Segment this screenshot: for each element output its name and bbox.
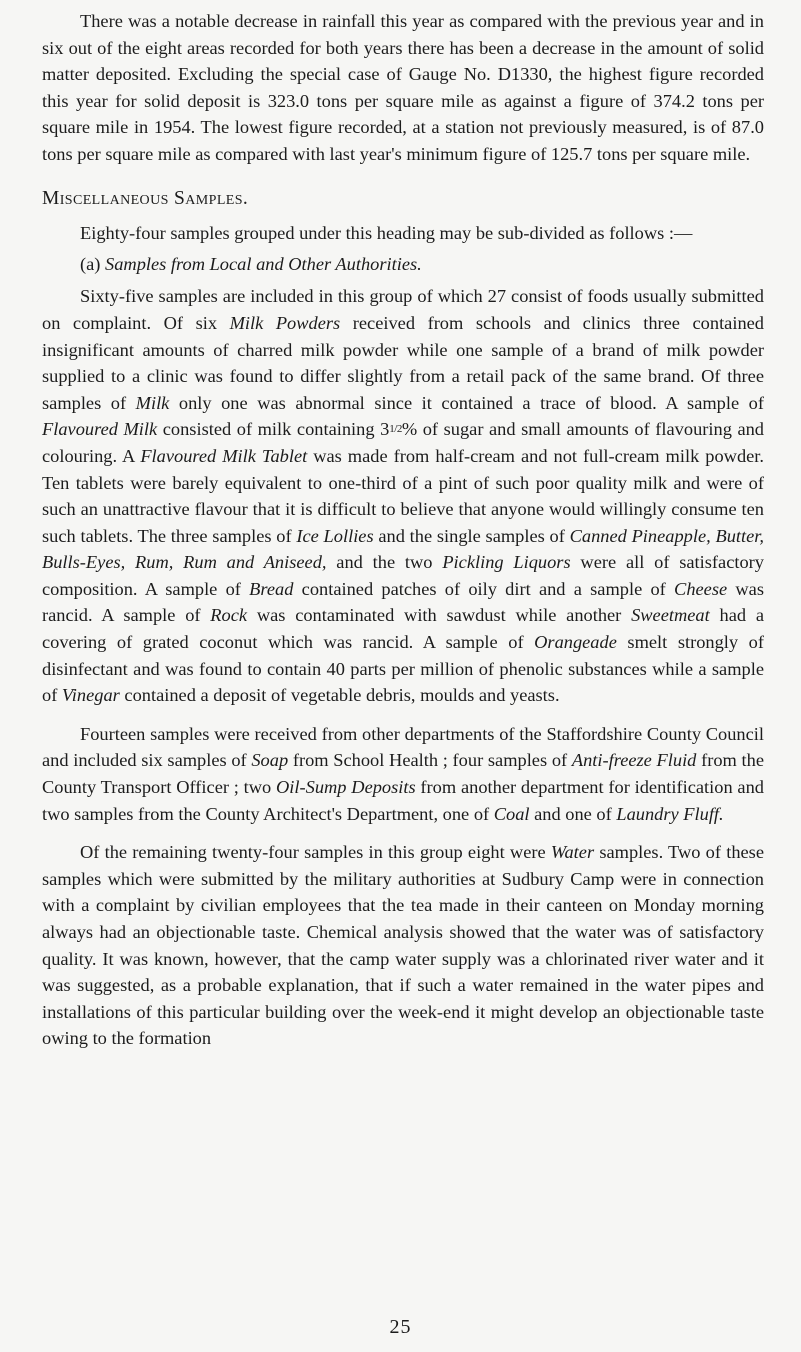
- italic-term: Sweetmeat: [631, 605, 710, 626]
- text-run: from another department for identification and two samples from the County Architect's Department, one of: [42, 777, 764, 824]
- subsection-heading: [42, 251, 764, 278]
- italic-term: Pickling Liquors: [442, 552, 571, 573]
- text-run: were all of satisfactory composition. A sample of: [42, 552, 765, 599]
- italic-term: Water: [550, 842, 595, 863]
- text-run: only one was abnormal since it contained a trace of blood. A sample of: [169, 392, 764, 413]
- text-run: % of sugar and small amounts of flavouring and colouring. A: [42, 419, 764, 466]
- text-run: was contaminated with sawdust while another: [247, 605, 632, 626]
- italic-term: Flavoured Milk Tablet: [140, 445, 308, 466]
- italic-term: Flavoured Milk: [42, 419, 158, 440]
- subsection-title: Samples from Local and Other Authorities.: [105, 253, 422, 274]
- page-number: 25: [389, 1316, 412, 1338]
- other-departments-paragraph: [42, 721, 764, 827]
- intro-paragraph: Eighty-four samples grouped under this heading may be sub-divided as follows :—: [80, 223, 693, 244]
- italic-term: Rock: [210, 605, 248, 626]
- text-run: from School Health ; four samples of: [288, 750, 572, 771]
- text-run: Sixty-five samples are included in this group of which 27 consist of foods usually submitted on complaint. Of six: [42, 286, 764, 333]
- section-heading: Miscellaneous Samples.: [42, 187, 249, 209]
- text-run: samples. Two of these samples which were submitted by the military authorities at Sudbury Camp were in connection with a complaint by civilian employees that the tea made in their canteen on Monday morning always had an objectionable taste. Chemical analysis showed that the water was of satisfactory quality. It was known, however, that the camp water supply was a chlorinated river water and it was suggested, as a probable explanation, that if such a water remained in the water pipes and installations of this particular building over the week-end it might develop an objectionable taste owing to the formation: [42, 842, 764, 1049]
- italic-term: Cheese: [674, 578, 728, 599]
- italic-term: Vinegar: [61, 685, 120, 706]
- text-run: and the two: [326, 552, 443, 573]
- italic-term: Orangeade: [534, 632, 617, 653]
- text-run: contained a deposit of vegetable debris, moulds and yeasts.: [119, 685, 560, 706]
- text-run: and the single samples of: [373, 525, 570, 546]
- italic-term: Ice Lollies: [296, 525, 374, 546]
- text-run: was made from half-cream and not full-cream milk powder. Ten tablets were barely equivalent to one-third of a pint of such poor quality milk and were of such an unattractive flavour that it is difficult to believe that anyone would willingly consume ten such tablets. The three samples of: [42, 445, 765, 546]
- subsection-marker: (a): [80, 253, 101, 274]
- document-page: [42, 8, 764, 1052]
- italic-term: Anti-freeze Fluid: [571, 750, 697, 771]
- italic-term: Soap: [251, 750, 289, 771]
- italic-term: Laundry Fluff.: [616, 803, 724, 824]
- text-run: Of the remaining twenty-four samples in this group eight were: [80, 842, 551, 863]
- text-run: consisted of milk containing 3: [157, 419, 390, 440]
- text-run: and one of: [529, 803, 617, 824]
- water-samples-paragraph: [42, 839, 764, 1052]
- text-run: was rancid. A sample of: [42, 578, 764, 626]
- text-run: received from schools and clinics three contained insignificant amounts of charred milk powder while one sample of a brand of milk powder supplied to a clinic was found to differ slightly from a retail pack of the same brand. Of three samples of: [42, 312, 765, 413]
- text-run: from the County Transport Officer ; two: [42, 750, 764, 798]
- fraction: 1/2: [389, 423, 402, 436]
- italic-term: Oil-Sump Deposits: [276, 777, 416, 798]
- local-authorities-paragraph: [42, 283, 764, 709]
- italic-term: Coal: [493, 803, 530, 824]
- italic-term: Milk: [135, 392, 170, 413]
- italic-term: Bread: [249, 578, 294, 599]
- text-run: smelt strongly of disinfectant and was found to contain 40 parts per million of phenolic substances while a sample of: [42, 632, 764, 706]
- text-run: had a covering of grated coconut which was rancid. A sample of: [42, 605, 764, 653]
- rainfall-paragraph: There was a notable decrease in rainfall this year as compared with the previous year and in six out of the eight areas recorded for both years there has been a decrease in the amount of solid matter deposited. Excluding the special case of Gauge No. D1330, the highest figure recorded this year for solid deposit is 323.0 tons per square mile as against a figure of 374.2 tons per square mile in 1954. The lowest figure recorded, at a station not previously measured, is of 87.0 tons per square mile as compared with last year's minimum figure of 125.7 tons per square mile.: [42, 11, 764, 164]
- text-run: contained patches of oily dirt and a sample of: [293, 578, 675, 599]
- italic-term: Milk Powders: [229, 312, 341, 333]
- italic-term: Canned Pineapple, Butter, Bulls-Eyes, Rum, Rum and Aniseed,: [42, 525, 764, 573]
- text-run: Fourteen samples were received from other departments of the Staffordshire County Council and included six samples of: [42, 723, 764, 771]
